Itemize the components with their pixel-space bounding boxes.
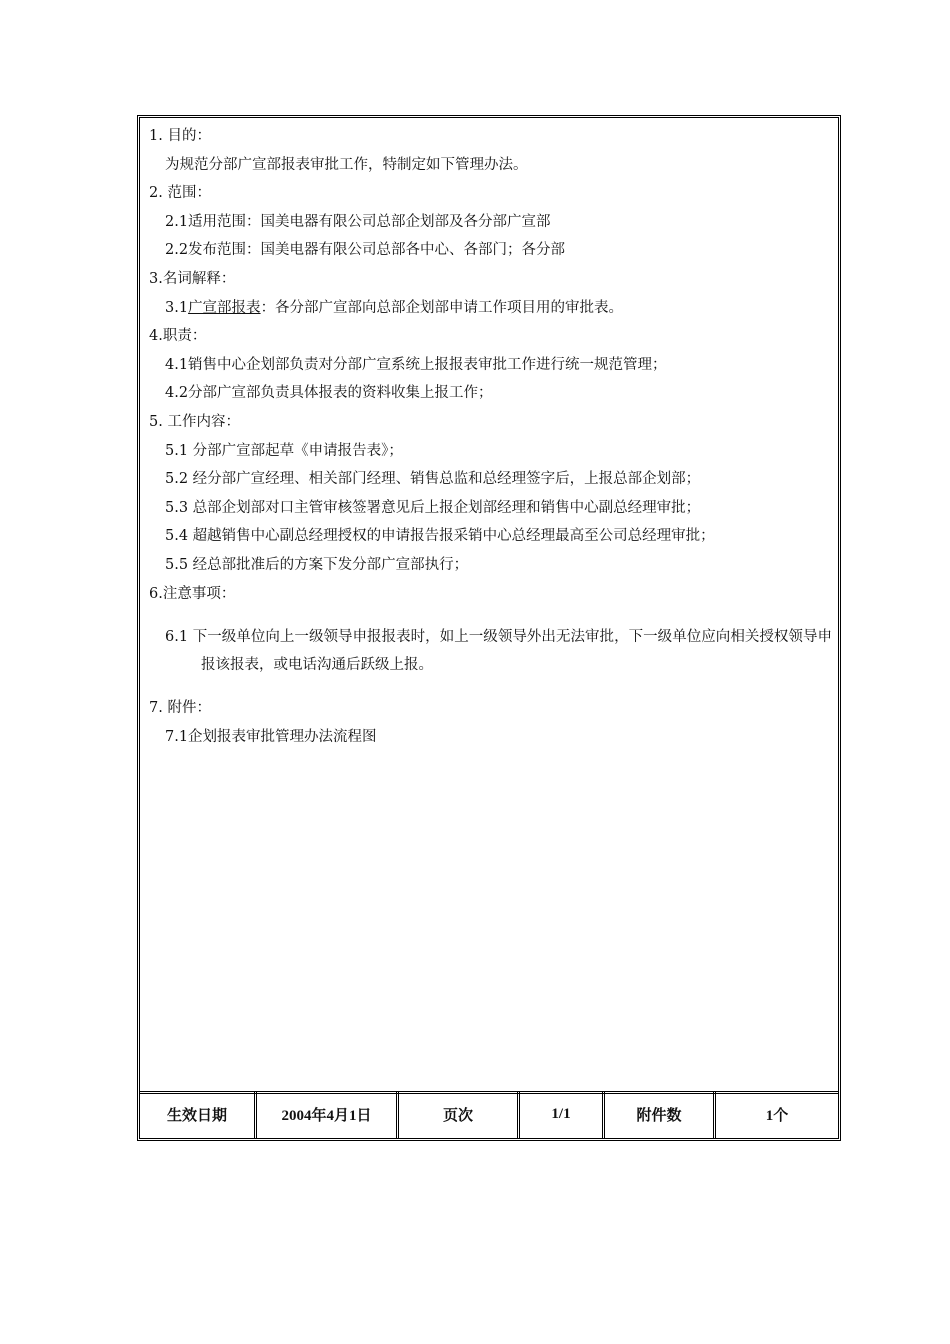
- section-2-heading: 2. 范围：: [149, 185, 211, 202]
- section-1-text: 为规范分部广宣部报表审批工作，特制定如下管理办法。: [165, 156, 528, 173]
- page-value: 1/1: [520, 1091, 605, 1138]
- section-6-item-1: 6.1 下一级单位向上一级领导申报报表时，如上一级领导外出无法审批，下一级单位应向相关授权领导申报该报表，或电话沟通后跃级上报。: [165, 628, 832, 674]
- section-2-item-2: 2.2发布范围：国美电器有限公司总部各中心、各部门；各分部: [165, 242, 566, 259]
- attachments-value: 1个: [765, 1108, 789, 1124]
- section-3-item-1: [149, 294, 832, 323]
- section-7-item-1: 7.1企划报表审批管理办法流程图: [165, 728, 377, 745]
- term-name: 广宣部报表: [188, 299, 261, 316]
- page-label: 页次: [399, 1091, 520, 1138]
- section-5-item-5: 5.5 经总部批准后的方案下发分部广宣部执行；: [165, 556, 469, 573]
- term-definition: ：各分部广宣部向总部企划部申请工作项目用的审批表。: [260, 299, 624, 316]
- section-3-heading: 3.名词解释：: [149, 270, 236, 287]
- section-4-item-1: 4.1销售中心企划部负责对分部广宣系统上报报表审批工作进行统一规范管理；: [165, 356, 667, 373]
- procedure-content: [140, 118, 838, 1094]
- document-frame: [137, 115, 841, 1141]
- attachments-label: 附件数: [605, 1091, 716, 1138]
- section-5-item-3: 5.3 总部企划部对口主管审核签署意见后上报企划部经理和销售中心副总经理审批；: [165, 499, 701, 516]
- section-4-item-2: 4.2分部广宣部负责具体报表的资料收集上报工作；: [165, 385, 493, 402]
- section-5-heading: 5. 工作内容：: [149, 413, 240, 430]
- section-1-heading: 1. 目的：: [149, 128, 211, 144]
- effective-date-value: 2004年4月1日: [257, 1091, 399, 1138]
- section-6-heading: 6.注意事项：: [149, 585, 236, 602]
- section-2-item-1: 2.1适用范围：国美电器有限公司总部企划部及各分部广宣部: [165, 213, 551, 230]
- section-5-item-1: 5.1 分部广宣部起草《申请报告表》；: [165, 442, 403, 459]
- effective-date-label: 生效日期: [140, 1091, 257, 1138]
- term-number: 3.1: [165, 299, 189, 316]
- footer-info-table: [140, 1091, 838, 1138]
- section-5-item-4: 5.4 超越销售中心副总经理授权的申请报告报采销中心总经理最高至公司总经理审批；: [165, 528, 715, 545]
- section-5-item-2: 5.2 经分部广宣经理、相关部门经理、销售总监和总经理签字后，上报总部企划部；: [165, 471, 701, 488]
- section-4-heading: 4.职责：: [149, 328, 207, 345]
- section-7-heading: 7. 附件：: [149, 700, 211, 717]
